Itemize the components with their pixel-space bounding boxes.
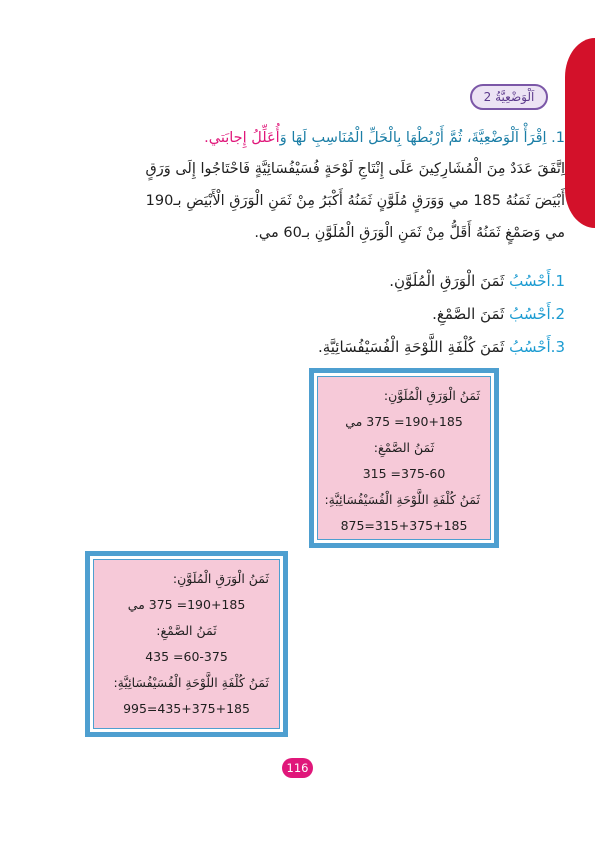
- situation-badge: [470, 84, 548, 110]
- question-1-verb: أَحْسُبُ: [509, 272, 551, 290]
- box2-heading-total: ثَمَنُ كُلْفَةِ اللَّوْحَةِ الْفُسَيْفُسَائِيَّةِ:: [113, 675, 269, 690]
- box1-heading-glue: ثَمَنُ الصَّمْغِ:: [373, 440, 435, 455]
- question-3-number: 3.: [550, 338, 565, 356]
- instruction-text: 1. اِقْرَأْ اَلْوَضْعِيَّةَ، ثُمَّ أَرْبُطْهَا بِالْحَلِّ الْمُنَاسِبِ لَهَا وَ: [279, 130, 565, 146]
- box2-calc-colored-paper: 190+185= 375 مي: [127, 597, 246, 612]
- chapter-tab-decoration: [565, 38, 595, 228]
- situation-line-1: اِتَّفَقَ عَدَدٌ مِنَ الْمُشَارِكِينَ عَلَى إِنْتَاجِ لَوْحَةٍ فُسَيْفُسَائِيَّةٍ فَاحْتَاجُوا إِلَى وَرَقٍ: [145, 161, 565, 177]
- question-2: [432, 303, 565, 325]
- question-2-verb: أَحْسُبُ: [509, 305, 551, 323]
- solution-box-1: [309, 368, 499, 548]
- question-1-text: ثَمَنَ الْوَرَقِ الْمُلَوَّنِ.: [389, 272, 510, 290]
- question-1: [389, 270, 565, 292]
- situation-line-2: أَبْيَضَ ثَمَنُهُ 185 مي وَوَرَقٍ مُلَوَّنٍ ثَمَنُهُ أَكْبَرُ مِنْ ثَمَنِ الْوَرَقِ الْأَبْيَضِ بـ190: [145, 193, 565, 209]
- page-number: 116: [282, 758, 313, 778]
- box2-calc-total: 435+375+185=995: [123, 701, 250, 716]
- box1-calc-glue: 375-60= 315: [362, 466, 446, 481]
- box2-heading-colored-paper: ثَمَنُ الْوَرَقِ الْمُلَوَّنِ:: [172, 571, 269, 586]
- box1-calc-colored-paper: 190+185= 375 مي: [345, 414, 463, 429]
- situation-badge-label: اَلْوَضْعِيَّةُ 2: [483, 90, 535, 104]
- box1-calc-total: 315+375+185=875: [340, 518, 468, 533]
- question-2-text: ثَمَنَ الصَّمْغِ.: [432, 305, 510, 323]
- box2-calc-glue: 60-375= 435: [145, 649, 228, 664]
- question-3-verb: أَحْسُبُ: [509, 338, 551, 356]
- box1-heading-total: ثَمَنُ كُلْفَةِ اللَّوْحَةِ الْفُسَيْفُسَائِيَّةِ:: [324, 492, 480, 507]
- instruction-highlight: أُعَلِّلُ إِجابَتي.: [204, 130, 280, 146]
- question-1-number: 1.: [550, 272, 565, 290]
- question-3-text: ثَمَنَ كُلْفَةِ اللَّوْحَةِ الْفُسَيْفُسَائِيَّةِ.: [317, 338, 510, 356]
- solution-box-2: [85, 551, 288, 737]
- question-2-number: 2.: [550, 305, 565, 323]
- situation-line-3: مي وَصَمْغٍ ثَمَنُهُ أَقَلُّ مِنْ ثَمَنِ الْوَرَقِ الْمُلَوَّنِ بـ60 مي.: [254, 225, 565, 241]
- box2-heading-glue: ثَمَنُ الصَّمْغِ:: [156, 623, 217, 638]
- question-3: [318, 336, 565, 358]
- instruction-line: [204, 127, 565, 149]
- box1-heading-colored-paper: ثَمَنُ الْوَرَقِ الْمُلَوَّنِ:: [383, 388, 480, 403]
